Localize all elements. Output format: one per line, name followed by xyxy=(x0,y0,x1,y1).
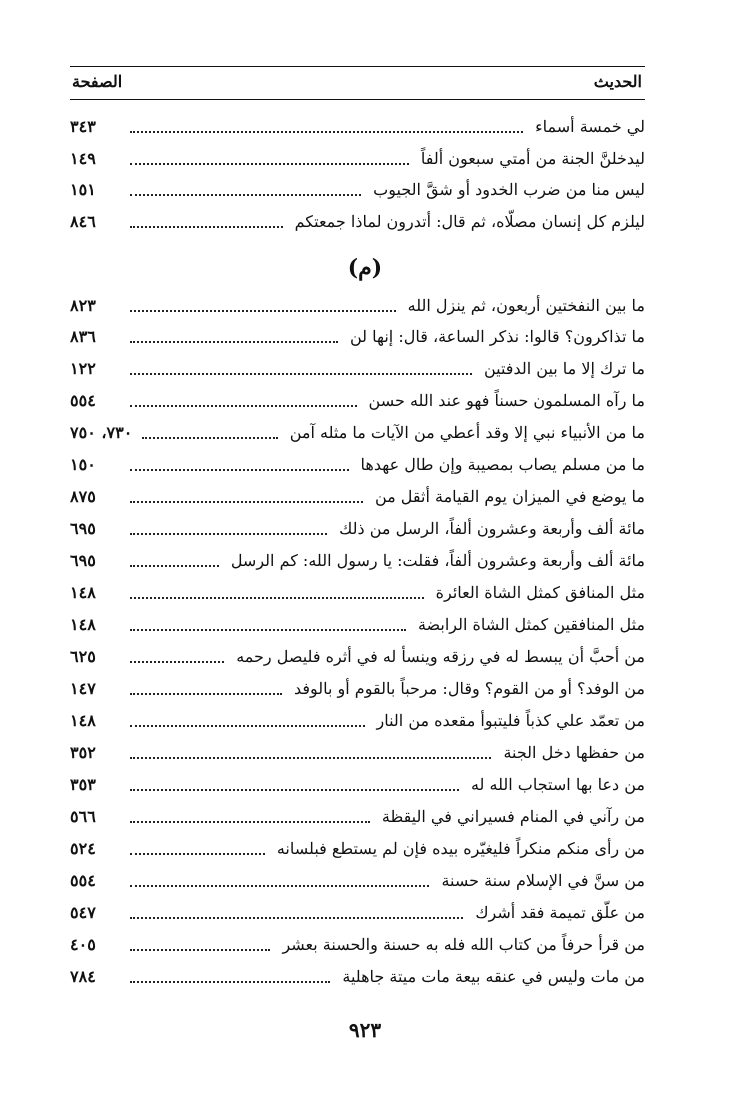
leader-dots xyxy=(130,131,523,133)
hadith-text: من رأى منكم منكراً فليغيّره بيده فإن لم يستطع فبلسانه xyxy=(276,838,645,858)
index-entry xyxy=(70,770,645,798)
hadith-text: مائة ألف وأربعة وعشرون ألفاً، فقلت: يا رسول الله: كم الرسل xyxy=(230,550,645,570)
index-entry xyxy=(70,866,645,894)
leader-dots xyxy=(130,373,472,375)
leader-dots xyxy=(130,565,219,567)
index-entry xyxy=(70,112,645,140)
page-ref: ١٥٠ xyxy=(70,454,96,474)
page-ref: ٣٥٣ xyxy=(70,774,96,794)
leader-dots xyxy=(130,853,265,855)
leader-dots xyxy=(130,949,270,951)
hadith-text: مثل المنافق كمثل الشاة العائرة xyxy=(435,582,645,602)
index-entry xyxy=(70,578,645,606)
leader-dots xyxy=(130,757,491,759)
hadith-text: ما يوضع في الميزان يوم القيامة أثقل من xyxy=(374,486,645,506)
page-ref: ١٤٧ xyxy=(70,678,96,698)
index-entry xyxy=(70,706,645,734)
index-entry xyxy=(70,738,645,766)
leader-dots xyxy=(142,437,277,439)
leader-dots xyxy=(130,597,424,599)
hadith-text: من دعا بها استجاب الله له xyxy=(470,774,645,794)
index-entry xyxy=(70,418,645,446)
hadith-text: ما من مسلم يصاب بمصيبة وإن طال عهدها xyxy=(360,454,645,474)
page-ref: ٥٦٦ xyxy=(70,806,96,826)
leader-dots xyxy=(130,163,409,165)
leader-dots xyxy=(130,405,357,407)
page-ref: ١٢٢ xyxy=(70,358,96,378)
page-ref: ٨٢٣ xyxy=(70,295,96,315)
page-number: ٩٢٣ xyxy=(348,1018,382,1042)
hadith-text: مثل المنافقين كمثل الشاة الرابضة xyxy=(417,614,645,634)
index-entry xyxy=(70,834,645,862)
hadith-text: من تعمّد علي كذباً فليتبوأ مقعده من النار xyxy=(376,710,645,730)
leader-dots xyxy=(130,501,363,503)
index-entry xyxy=(70,354,645,382)
hadith-text: من حفظها دخل الجنة xyxy=(503,742,645,762)
index-entry xyxy=(70,674,645,702)
hadith-text: ليلزم كل إنسان مصلّاه، ثم قال: أتدرون لماذا جمعتكم xyxy=(294,211,645,231)
index-entry xyxy=(70,546,645,574)
hadith-text: ما بين النفختين أربعون، ثم ينزل الله xyxy=(407,295,645,315)
page-ref: ٧٣٠، ٧٥٠ xyxy=(70,422,133,442)
hadith-text: من قرأ حرفاً من كتاب الله فله به حسنة والحسنة بعشر xyxy=(282,934,645,954)
index-entry xyxy=(70,450,645,478)
leader-dots xyxy=(130,629,406,631)
leader-dots xyxy=(130,341,338,343)
page-ref: ١٤٨ xyxy=(70,710,96,730)
index-entry xyxy=(70,291,645,319)
index-entry xyxy=(70,802,645,830)
index-entry xyxy=(70,386,645,414)
top-rule xyxy=(70,66,645,67)
page-ref: ٥٥٤ xyxy=(70,870,96,890)
leader-dots xyxy=(130,693,282,695)
index-entry xyxy=(70,962,645,990)
page-ref: ٨٧٥ xyxy=(70,486,96,506)
leader-dots xyxy=(130,821,370,823)
index-entry xyxy=(70,930,645,958)
index-entry xyxy=(70,175,645,203)
page-ref: ١٥١ xyxy=(70,179,96,199)
hadith-text: من رآني في المنام فسيراني في اليقظة xyxy=(381,806,645,826)
page-ref: ٥٤٧ xyxy=(70,902,96,922)
leader-dots xyxy=(130,310,396,312)
page-ref: ٦٩٥ xyxy=(70,550,96,570)
leader-dots xyxy=(130,725,365,727)
hadith-text: لي خمسة أسماء xyxy=(535,116,645,136)
page-ref: ١٤٨ xyxy=(70,614,96,634)
page-ref: ٤٠٥ xyxy=(70,934,96,954)
page-ref: ٣٤٣ xyxy=(70,116,96,136)
header-rule xyxy=(70,99,645,100)
index-entry xyxy=(70,144,645,172)
hadith-text: ما من الأنبياء نبي إلا وقد أعطي من الآيات ما مثله آمن xyxy=(289,422,645,442)
hadith-text: من أحبَّ أن يبسط له في رزقه وينسأ له في أثره فليصل رحمه xyxy=(236,646,645,666)
index-entry xyxy=(70,898,645,926)
index-entry xyxy=(70,610,645,638)
page-ref: ٥٥٤ xyxy=(70,390,96,410)
page-ref: ٦٩٥ xyxy=(70,518,96,538)
hadith-text: ليدخلنَّ الجنة من أمتي سبعون ألفاً xyxy=(420,148,645,168)
leader-dots xyxy=(130,661,224,663)
page-ref: ٣٥٢ xyxy=(70,742,96,762)
index-entry xyxy=(70,322,645,350)
leader-dots xyxy=(130,885,429,887)
page-ref: ١٤٩ xyxy=(70,148,96,168)
page-ref: ٥٢٤ xyxy=(70,838,96,858)
index-entry xyxy=(70,514,645,542)
leader-dots xyxy=(130,469,349,471)
hadith-text: من سنَّ في الإسلام سنة حسنة xyxy=(441,870,645,890)
page-ref: ٨٣٦ xyxy=(70,326,96,346)
hadith-text: مائة ألف وأربعة وعشرون ألفاً، الرسل من ذلك xyxy=(339,518,645,538)
page-ref: ٨٤٦ xyxy=(70,211,96,231)
leader-dots xyxy=(130,226,283,228)
hadith-text: ليس منا من ضرب الخدود أو شقَّ الجيوب xyxy=(373,179,645,199)
hadith-text: ما ترك إلا ما بين الدفتين xyxy=(483,358,645,378)
index-entry xyxy=(70,642,645,670)
leader-dots xyxy=(130,789,459,791)
hadith-column-header: الحديث xyxy=(593,72,642,91)
section-heading: (م) xyxy=(347,255,383,281)
leader-dots xyxy=(130,194,361,196)
hadith-text: من مات وليس في عنقه بيعة مات ميتة جاهلية xyxy=(342,966,645,986)
leader-dots xyxy=(130,533,327,535)
hadith-text: ما رآه المسلمون حسناً فهو عند الله حسن xyxy=(368,390,645,410)
hadith-text: من الوفد؟ أو من القوم؟ وقال: مرحباً بالقوم أو بالوفد xyxy=(293,678,645,698)
page-ref: ٦٢٥ xyxy=(70,646,96,666)
index-entry xyxy=(70,482,645,510)
index-entry xyxy=(70,207,645,235)
leader-dots xyxy=(130,917,463,919)
page-ref: ٧٨٤ xyxy=(70,966,96,986)
hadith-text: ما تذاكرون؟ قالوا: نذكر الساعة، قال: إنها لن xyxy=(349,326,645,346)
hadith-text: من علّق تميمة فقد أشرك xyxy=(475,902,645,922)
page-ref: ١٤٨ xyxy=(70,582,96,602)
leader-dots xyxy=(130,981,330,983)
page-column-header: الصفحة xyxy=(72,72,123,91)
